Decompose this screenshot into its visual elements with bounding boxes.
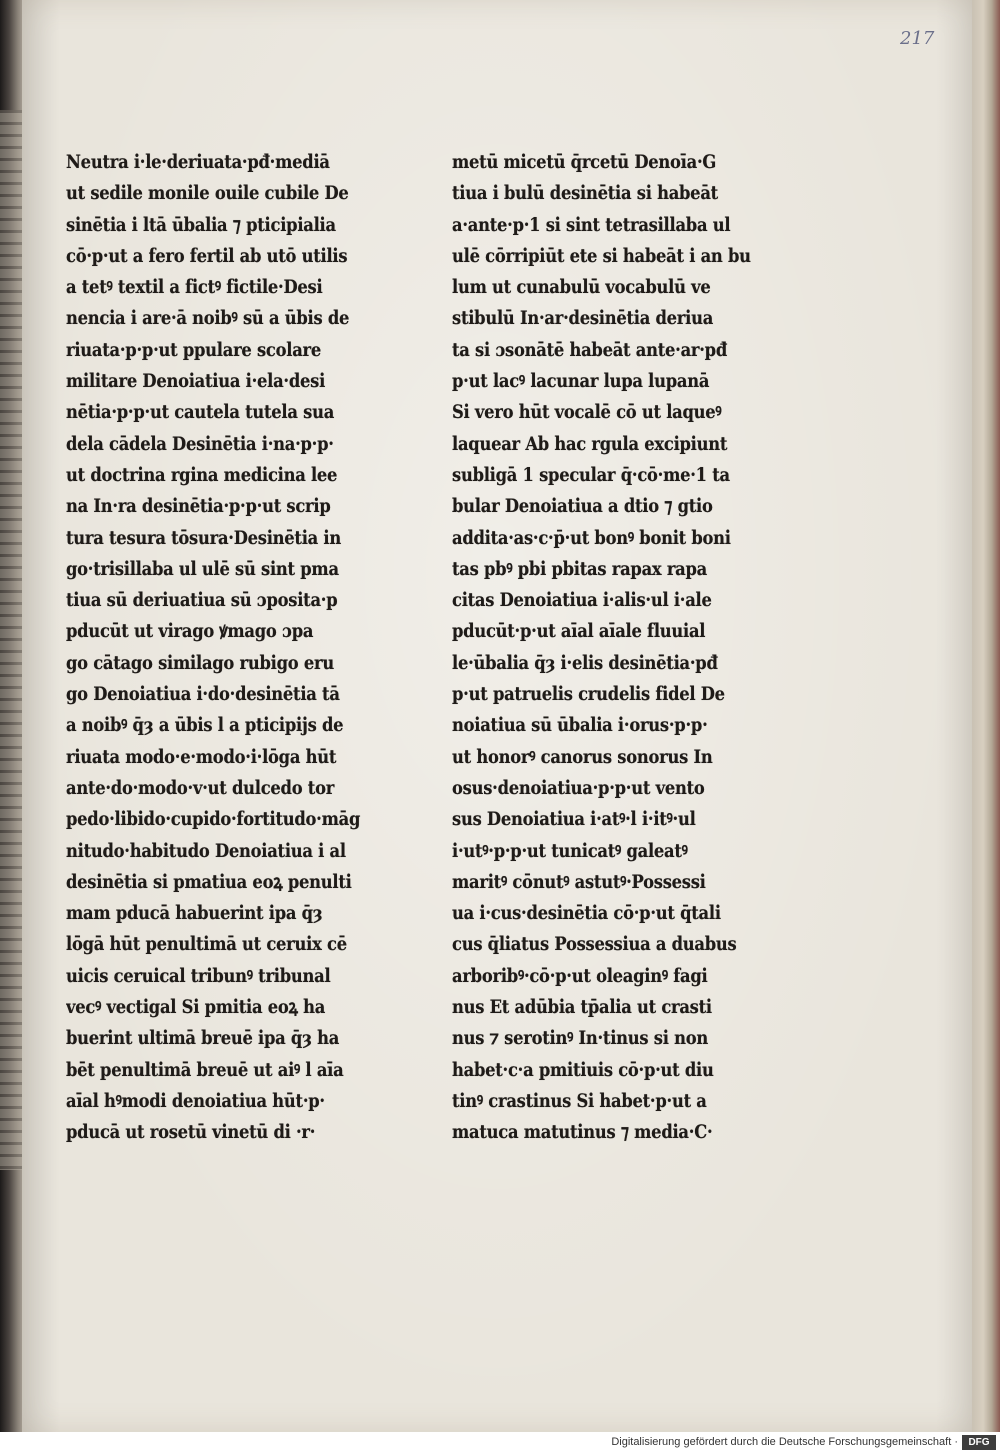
text-line: p·ut lacꝰ lacunar lupa lupanā	[452, 370, 710, 393]
folio-number: 217	[900, 28, 935, 49]
text-line: tiua i bulū desinētia si habeāt	[452, 182, 718, 205]
text-line: mam pducā habuerint ipa q̄ȝ	[66, 902, 323, 925]
text-line: le·ūbalia q̄ȝ i·elis desinētia·pđ	[452, 651, 718, 674]
text-line: cus q̄liatus Possessiua a duabus	[452, 933, 737, 956]
text-line: stibulū In·ar·desinētia deriua	[452, 307, 714, 330]
text-line: metū micetū q̄rcetū Denoīa·G	[452, 151, 717, 173]
text-line: na In·ra desinētia·p·p·ut scrip	[66, 495, 331, 518]
text-line: pducūt ut virago ꝟmago ɔpa	[66, 620, 314, 643]
text-line: i·utꝰ·p·p·ut tunicatꝰ galeatꝰ	[452, 839, 688, 862]
dfg-logo: DFG	[962, 1435, 996, 1450]
text-line: pducā ut rosetū vinetū di ·r·	[66, 1121, 316, 1144]
text-line: bular Denoiatiua a dtio ⁊ gtio	[452, 495, 713, 518]
text-line: a noibꝰ q̄ȝ a ūbis l a pticipijs de	[66, 714, 344, 737]
text-line: Neutra i·le·deriuata·pđ·mediā	[66, 151, 330, 173]
text-line: bēt penultimā breuē ut aiꝰ l aīa	[66, 1058, 344, 1081]
text-line: nencia i are·ā noibꝰ sū a ūbis de	[66, 307, 350, 330]
text-line: lōgā hūt penultimā ut ceruix cē	[66, 933, 347, 956]
text-line: tiua sū deriuatiua sū ɔposita·p	[66, 589, 338, 612]
text-line: riuata·p·p·ut ppulare scolare	[66, 338, 322, 361]
text-line: a·ante·p·1 si sint tetrasillaba ul	[452, 213, 731, 236]
text-line: ut doctrina rgina medicina lee	[66, 463, 338, 486]
text-line: sinētia i ltā ūbalia ⁊ pticipialia	[66, 213, 336, 236]
text-line: ante·do·modo·v·ut dulcedo tor	[66, 776, 335, 799]
text-line: nitudo·habitudo Denoiatiua i al	[66, 839, 346, 862]
text-line: militare Denoiatiua i·ela·desi	[66, 370, 326, 393]
text-line: citas Denoiatiua i·alis·ul i·ale	[452, 589, 712, 612]
text-line: buerint ultimā breuē ipa q̄ȝ ha	[66, 1027, 340, 1050]
text-column-left	[66, 147, 378, 1149]
text-line: nus ⁊ serotinꝰ In·tinus si non	[452, 1027, 708, 1050]
text-line: aīal hꝰmodi denoiatiua hūt·p·	[66, 1089, 325, 1112]
text-line: ua i·cus·desinētia cō·p·ut q̄tali	[452, 902, 721, 925]
text-line: nus Et adūbia tp̄alia ut crasti	[452, 996, 712, 1019]
text-line: habet·c·a pmitiuis cō·p·ut diu	[452, 1058, 714, 1081]
page-stack-edge	[972, 0, 1000, 1432]
text-column-right	[452, 147, 764, 1149]
text-line: ut honorꝰ canorus sonorus In	[452, 745, 713, 768]
footer-credit: Digitalisierung gefördert durch die Deutsche Forschungsgemeinschaft ·	[611, 1436, 958, 1448]
previous-page-bleed	[0, 110, 22, 1170]
text-line: vecꝰ vectigal Si pmitia eoꝝ ha	[66, 996, 326, 1019]
text-line: maritꝰ cōnutꝰ astutꝰ·Possessi	[452, 870, 706, 893]
text-line: ulē cōrripiūt ete si habeāt i an bu	[452, 244, 751, 267]
text-line: go cātago similago rubigo eru	[66, 651, 334, 674]
text-line: a tetꝰ textil a fictꝰ fictile·Desi	[66, 276, 323, 299]
text-line: osus·denoiatiua·p·p·ut vento	[452, 776, 705, 799]
text-line: ta si ɔsonātē habeāt ante·ar·pđ	[452, 338, 728, 361]
text-line: ut sedile monile ouile cubile De	[66, 182, 349, 205]
text-line: cō·p·ut a fero fertil ab utō utilis	[66, 244, 348, 267]
text-line: matuca matutinus ⁊ media·C·	[452, 1121, 713, 1144]
text-line: Si vero hūt vocalē cō ut laqueꝰ	[452, 401, 722, 424]
text-line: laquear Ab hac rgula excipiunt	[452, 432, 728, 455]
text-line: pedo·libido·cupido·fortitudo·māg	[66, 808, 361, 831]
text-line: uicis ceruical tribunꝰ tribunal	[66, 964, 331, 987]
text-line: dela cādela Desinētia i·na·p·p·	[66, 432, 334, 455]
text-line: riuata modo·e·modo·i·lōga hūt	[66, 745, 337, 768]
text-line: noiatiua sū ūbalia i·orus·p·p·	[452, 714, 708, 737]
text-line: sus Denoiatiua i·atꝰ·l i·itꝰ·ul	[452, 808, 696, 831]
text-line: tas pbꝰ pbi pbitas rapax rapa	[452, 557, 708, 580]
text-line: nētia·p·p·ut cautela tutela sua	[66, 401, 335, 424]
text-line: go·trisillaba ul ulē sū sint pma	[66, 557, 339, 580]
text-line: arboribꝰ·cō·p·ut oleaginꝰ fagi	[452, 964, 708, 987]
text-line: addita·as·c·p̄·ut bonꝰ bonit boni	[452, 526, 731, 549]
text-line: tinꝰ crastinus Si habet·p·ut a	[452, 1089, 707, 1112]
text-line: lum ut cunabulū vocabulū ve	[452, 276, 711, 299]
text-line: desinētia si pmatiua eoꝝ penulti	[66, 870, 352, 893]
text-line: tura tesura tōsura·Desinētia in	[66, 526, 342, 549]
text-line: go Denoiatiua i·do·desinētia tā	[66, 683, 340, 706]
text-line: pducūt·p·ut aīal aīale fluuial	[452, 620, 706, 643]
text-line: p·ut patruelis crudelis fidel De	[452, 683, 725, 706]
text-line: subligā 1 specular q̄·cō·me·1 ta	[452, 463, 730, 486]
